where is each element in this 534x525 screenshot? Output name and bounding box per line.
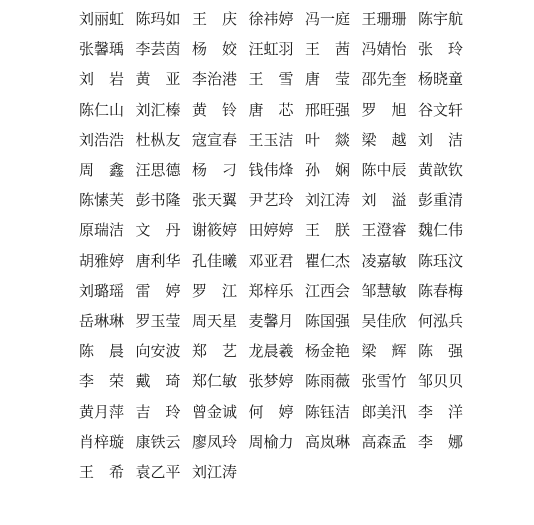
person-name: 汪思德: [135, 161, 181, 180]
person-name: 刘汇榛: [135, 100, 181, 119]
person-name: 胡雅婷: [79, 251, 125, 270]
person-name: 张天翼: [192, 191, 238, 210]
person-name: 冯婧怡: [361, 40, 407, 59]
person-name: 冯一庭: [305, 10, 351, 29]
person-name: 陈钰洁: [305, 402, 351, 421]
person-name: 王玉洁: [248, 130, 294, 149]
person-name: 王 朕: [305, 221, 351, 240]
person-name: 王 茜: [305, 40, 351, 59]
person-name: 吉 玲: [135, 402, 181, 421]
name-row: [79, 427, 479, 457]
person-name: 梁 辉: [361, 342, 407, 361]
person-name: 陈 晨: [79, 342, 125, 361]
person-name: 郑仁敏: [192, 372, 238, 391]
person-name: 谢筱婷: [192, 221, 238, 240]
person-name: 罗 江: [192, 281, 238, 300]
person-name: 高森孟: [361, 432, 407, 451]
person-name: 徐祎婷: [248, 10, 294, 29]
person-name: 岳琳琳: [79, 311, 125, 330]
name-row: [79, 396, 479, 426]
person-name: 黄 亚: [135, 70, 181, 89]
person-name: 瞿仁杰: [305, 251, 351, 270]
name-row: [79, 457, 479, 487]
name-row: [79, 4, 479, 34]
person-name: 陈珏汶: [418, 251, 464, 270]
name-row: [79, 64, 479, 94]
person-name: 高岚琳: [305, 432, 351, 451]
person-name: 李 洋: [418, 402, 464, 421]
person-name: 陈春梅: [418, 281, 464, 300]
person-name: 周 鑫: [79, 161, 125, 180]
person-name: 陈玛如: [135, 10, 181, 29]
person-name: 李治港: [192, 70, 238, 89]
name-row: [79, 155, 479, 185]
person-name: 王珊珊: [361, 10, 407, 29]
person-name: 邹慧敏: [361, 281, 407, 300]
person-name: 文 丹: [135, 221, 181, 240]
person-name: 张雪竹: [361, 372, 407, 391]
person-name: 唐利华: [135, 251, 181, 270]
person-name: 原瑞洁: [79, 221, 125, 240]
person-name: 钱伟烽: [248, 161, 294, 180]
person-name: 肖梓璇: [79, 432, 125, 451]
person-name: 陈 强: [418, 342, 464, 361]
person-name: 刘 岩: [79, 70, 125, 89]
person-name: 邵先奎: [361, 70, 407, 89]
name-list-grid: [79, 4, 479, 487]
person-name: 黄歆钦: [418, 161, 464, 180]
person-name: 廖凤玲: [192, 432, 238, 451]
name-row: [79, 246, 479, 276]
person-name: 陈仁山: [79, 100, 125, 119]
person-name: 谷文轩: [418, 100, 464, 119]
name-row: [79, 125, 479, 155]
person-name: 罗玉莹: [135, 311, 181, 330]
person-name: 龙晨羲: [248, 342, 294, 361]
person-name: 曾金诚: [192, 402, 238, 421]
person-name: 吴佳欣: [361, 311, 407, 330]
person-name: 周天星: [192, 311, 238, 330]
person-name: 康铁云: [135, 432, 181, 451]
person-name: 彭重清: [418, 191, 464, 210]
person-name: 王 庆: [192, 10, 238, 29]
person-name: 张馨瑀: [79, 40, 125, 59]
person-name: 梁 越: [361, 130, 407, 149]
person-name: 邹贝贝: [418, 372, 464, 391]
person-name: 刘 溢: [361, 191, 407, 210]
person-name: 陈中辰: [361, 161, 407, 180]
name-row: [79, 34, 479, 64]
person-name: 凌嘉敏: [361, 251, 407, 270]
person-name: 杨 刁: [192, 161, 238, 180]
name-row: [79, 215, 479, 245]
person-name: 刘浩浩: [79, 130, 125, 149]
person-name: 魏仁伟: [418, 221, 464, 240]
person-name: 张 玲: [418, 40, 464, 59]
name-row: [79, 336, 479, 366]
person-name: 戴 琦: [135, 372, 181, 391]
person-name: 陈雨薇: [305, 372, 351, 391]
person-name: 陈国强: [305, 311, 351, 330]
person-name: 杨晓童: [418, 70, 464, 89]
person-name: 刘江涛: [305, 191, 351, 210]
name-row: [79, 306, 479, 336]
person-name: 雷 婷: [135, 281, 181, 300]
person-name: 唐 莹: [305, 70, 351, 89]
person-name: 李芸茵: [135, 40, 181, 59]
person-name: 郑 艺: [192, 342, 238, 361]
name-row: [79, 185, 479, 215]
person-name: 尹艺玲: [248, 191, 294, 210]
person-name: 郎美汛: [361, 402, 407, 421]
person-name: 寇宣春: [192, 130, 238, 149]
person-name: 何泓兵: [418, 311, 464, 330]
person-name: 孙 娴: [305, 161, 351, 180]
person-name: 李 娜: [418, 432, 464, 451]
person-name: 叶 燚: [305, 130, 351, 149]
person-name: 陈宇航: [418, 10, 464, 29]
person-name: 刘丽虹: [79, 10, 125, 29]
person-name: 江西会: [305, 281, 351, 300]
person-name: 黄月萍: [79, 402, 125, 421]
person-name: 杨 姣: [192, 40, 238, 59]
person-name: 彭书隆: [135, 191, 181, 210]
person-name: 汪虹羽: [248, 40, 294, 59]
name-row: [79, 366, 479, 396]
person-name: 唐 芯: [248, 100, 294, 119]
person-name: 陈愫芙: [79, 191, 125, 210]
person-name: 邓亚君: [248, 251, 294, 270]
person-name: 黄 铃: [192, 100, 238, 119]
name-row: [79, 276, 479, 306]
person-name: 周榆力: [248, 432, 294, 451]
person-name: 邢旺强: [305, 100, 351, 119]
person-name: 何 婷: [248, 402, 294, 421]
name-row: [79, 95, 479, 125]
person-name: 孔佳曦: [192, 251, 238, 270]
person-name: 田婷婷: [248, 221, 294, 240]
person-name: 向安波: [135, 342, 181, 361]
person-name: 杨金艳: [305, 342, 351, 361]
person-name: 王 雪: [248, 70, 294, 89]
person-name: 王 希: [79, 462, 125, 481]
person-name: 王澄睿: [361, 221, 407, 240]
person-name: 李 荣: [79, 372, 125, 391]
person-name: 郑梓乐: [248, 281, 294, 300]
person-name: 张梦婷: [248, 372, 294, 391]
person-name: 袁乙平: [135, 462, 181, 481]
person-name: 杜枞友: [135, 130, 181, 149]
person-name: 麦馨月: [248, 311, 294, 330]
person-name: 刘璐瑶: [79, 281, 125, 300]
person-name: 刘江涛: [192, 462, 238, 481]
person-name: 刘 洁: [418, 130, 464, 149]
person-name: 罗 旭: [361, 100, 407, 119]
